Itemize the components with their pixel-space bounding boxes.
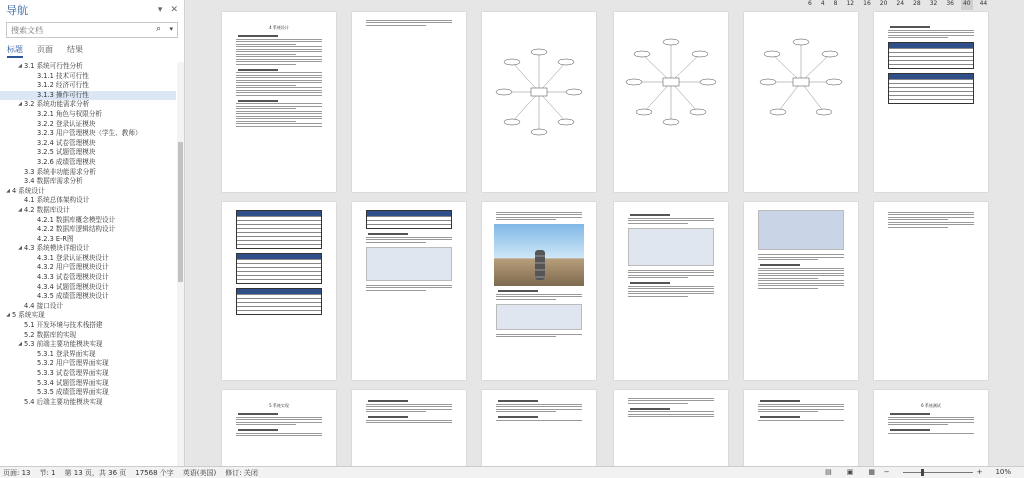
page-thumb[interactable] bbox=[874, 12, 988, 192]
nav-heading-item[interactable] bbox=[0, 148, 176, 158]
nav-heading-label: 4.3.4 试题管理模块设计 bbox=[37, 282, 109, 291]
nav-heading-label: 3.1.3 操作可行性 bbox=[37, 90, 89, 99]
nav-heading-item[interactable] bbox=[0, 398, 176, 408]
page-strip-number[interactable]: 4 bbox=[820, 0, 825, 7]
nav-heading-label: 4.3.5 成绩管理模块设计 bbox=[37, 292, 109, 301]
navigation-pane bbox=[0, 0, 185, 466]
chevron-down-icon[interactable]: ▾ bbox=[157, 5, 163, 15]
nav-heading-label: 4.3.2 用户管理模块设计 bbox=[37, 263, 109, 272]
nav-heading-item[interactable] bbox=[0, 168, 176, 178]
page-thumb[interactable] bbox=[222, 202, 336, 380]
nav-scroll-thumb[interactable] bbox=[178, 142, 183, 282]
collapse-triangle-icon[interactable]: ◢ bbox=[18, 206, 22, 213]
nav-heading-item[interactable] bbox=[0, 292, 176, 302]
page-thumb[interactable] bbox=[482, 202, 596, 380]
page-strip-number[interactable]: 28 bbox=[913, 0, 921, 7]
page-thumb[interactable] bbox=[482, 390, 596, 466]
nav-header bbox=[0, 0, 184, 20]
nav-heading-label: 5.3.2 用户管理界面实现 bbox=[37, 359, 109, 368]
close-icon[interactable]: ✕ bbox=[170, 5, 178, 15]
zoom-out-icon[interactable]: − bbox=[883, 468, 890, 476]
nav-tabs bbox=[0, 38, 184, 62]
zoom-slider[interactable] bbox=[903, 472, 973, 473]
nav-heading-label: 5.3.5 成绩管理界面实现 bbox=[37, 388, 109, 397]
page-thumb[interactable] bbox=[614, 202, 728, 380]
nav-heading-label: 3.2.2 登录认证模块 bbox=[37, 119, 96, 128]
page-thumb[interactable] bbox=[352, 390, 466, 466]
nav-heading-item[interactable] bbox=[0, 158, 176, 168]
search-icon[interactable]: ⌕ bbox=[155, 24, 161, 34]
nav-heading-item[interactable] bbox=[0, 379, 176, 389]
nav-heading-item[interactable] bbox=[0, 216, 176, 226]
zoom-level[interactable]: 10% bbox=[995, 468, 1011, 476]
nav-heading-item[interactable] bbox=[0, 129, 176, 139]
nav-heading-item[interactable] bbox=[0, 388, 176, 398]
page-thumb[interactable] bbox=[744, 202, 858, 380]
nav-heading-label: 4.2.1 数据库概念模型设计 bbox=[37, 215, 116, 224]
nav-heading-label: 4.3.1 登录认证模块设计 bbox=[37, 253, 109, 262]
nav-heading-label: 5.3.1 登录界面实现 bbox=[37, 349, 96, 358]
nav-title: 导航 bbox=[6, 4, 28, 17]
page-thumb[interactable] bbox=[614, 12, 728, 192]
nav-heading-label: 3.2.3 用户管理模块（学生、教师） bbox=[37, 129, 142, 138]
nav-heading-label: 5.2 数据库的实现 bbox=[24, 330, 77, 339]
nav-heading-label: 5.3.3 试卷管理界面实现 bbox=[37, 369, 109, 377]
nav-heading-label: 4.1 系统总体架构设计 bbox=[24, 196, 90, 205]
page-thumb[interactable] bbox=[352, 202, 466, 380]
nav-heading-item[interactable] bbox=[0, 235, 176, 245]
status-track-changes[interactable]: 修订: 关闭 bbox=[225, 468, 258, 477]
nav-heading-item[interactable] bbox=[0, 110, 176, 120]
nav-heading-label: 3.2.1 角色与权限分析 bbox=[37, 109, 103, 118]
collapse-triangle-icon[interactable]: ◢ bbox=[18, 245, 22, 252]
nav-heading-item[interactable] bbox=[0, 177, 176, 187]
nav-heading-item[interactable] bbox=[0, 100, 176, 110]
nav-heading-label: 3.1.1 技术可行性 bbox=[37, 71, 89, 80]
page-strip-number[interactable]: 6 bbox=[808, 0, 812, 7]
nav-heading-label: 3.1.2 经济可行性 bbox=[37, 81, 89, 90]
nav-heading-label: 4.2.3 E-R图 bbox=[37, 234, 74, 243]
collapse-triangle-icon[interactable]: ◢ bbox=[18, 341, 22, 348]
status-language[interactable]: 英语(美国) bbox=[182, 468, 217, 477]
login-background-image bbox=[494, 224, 584, 286]
nav-heading-label: 5 系统实现 bbox=[12, 311, 45, 320]
nav-heading-label: 3.4 数据库需求分析 bbox=[24, 177, 83, 186]
collapse-triangle-icon[interactable]: ◢ bbox=[18, 63, 22, 69]
tab-headings[interactable]: 标题 bbox=[7, 44, 23, 58]
nav-heading-label: 4.3.3 试卷管理模块设计 bbox=[37, 273, 109, 282]
nav-heading-item[interactable] bbox=[0, 263, 176, 273]
nav-heading-label: 3.3 系统非功能需求分析 bbox=[24, 167, 96, 176]
page-thumb[interactable] bbox=[874, 202, 988, 380]
status-word-count[interactable]: 17568 个字 bbox=[135, 468, 174, 477]
read-mode-icon[interactable]: ▤ bbox=[825, 468, 832, 476]
document-area[interactable] bbox=[186, 0, 1024, 466]
nav-heading-item[interactable] bbox=[0, 350, 176, 360]
page-strip bbox=[806, 0, 989, 10]
page-title: 5 系统实现 bbox=[269, 403, 289, 408]
tab-pages[interactable]: 页面 bbox=[37, 45, 53, 54]
nav-heading-item[interactable] bbox=[0, 72, 176, 82]
er-diagram bbox=[482, 12, 596, 192]
web-layout-icon[interactable]: ▦ bbox=[868, 468, 875, 476]
collapse-triangle-icon[interactable]: ◢ bbox=[6, 312, 10, 319]
nav-heading-item[interactable] bbox=[0, 81, 176, 91]
page-thumb[interactable] bbox=[614, 390, 728, 466]
nav-heading-label: 4.3 系统模块详细设计 bbox=[24, 244, 90, 253]
nav-heading-item[interactable] bbox=[0, 62, 176, 72]
nav-heading-item[interactable] bbox=[0, 196, 176, 206]
page-thumb[interactable] bbox=[874, 390, 988, 466]
page-strip-number[interactable]: 8 bbox=[833, 0, 838, 7]
chevron-down-icon[interactable]: ▾ bbox=[169, 25, 173, 33]
nav-heading-label: 3.1 系统可行性分析 bbox=[24, 62, 83, 70]
page-thumb[interactable] bbox=[744, 390, 858, 466]
nav-heading-item[interactable] bbox=[0, 187, 176, 197]
heading-tree bbox=[0, 62, 176, 466]
nav-heading-item[interactable] bbox=[0, 302, 176, 312]
status-page[interactable]: 页面: 13 bbox=[3, 468, 31, 477]
er-diagram bbox=[744, 12, 858, 192]
nav-heading-label: 4.4 接口设计 bbox=[24, 301, 63, 310]
nav-heading-item[interactable] bbox=[0, 91, 176, 101]
zoom-in-icon[interactable]: + bbox=[976, 468, 983, 476]
nav-search[interactable] bbox=[6, 22, 178, 38]
nav-heading-item[interactable] bbox=[0, 206, 176, 216]
print-layout-icon[interactable]: ▣ bbox=[846, 468, 854, 476]
status-section[interactable]: 节: 1 bbox=[39, 468, 56, 477]
nav-heading-item[interactable] bbox=[0, 311, 176, 321]
nav-heading-item[interactable] bbox=[0, 139, 176, 149]
nav-heading-item[interactable] bbox=[0, 369, 176, 379]
page-strip-number[interactable]: 32 bbox=[929, 0, 938, 7]
nav-heading-label: 3.2.5 试题管理模块 bbox=[37, 148, 96, 157]
nav-heading-label: 5.3.4 试题管理界面实现 bbox=[37, 378, 109, 387]
nav-heading-item[interactable] bbox=[0, 283, 176, 293]
page-thumb[interactable] bbox=[222, 390, 336, 466]
tab-results[interactable]: 结果 bbox=[67, 45, 83, 54]
nav-heading-label: 3.2.6 成绩管理模块 bbox=[37, 157, 96, 166]
page-thumb[interactable] bbox=[352, 12, 466, 192]
page-strip-number[interactable]: 16 bbox=[863, 0, 871, 7]
page-title: 4 系统设计 bbox=[269, 25, 289, 30]
er-diagram bbox=[614, 12, 728, 192]
nav-heading-item[interactable] bbox=[0, 244, 176, 254]
zoom-slider-knob[interactable] bbox=[921, 469, 924, 476]
zoom-control bbox=[884, 468, 1020, 476]
page-title: 6 系统测试 bbox=[921, 403, 941, 408]
view-buttons bbox=[825, 468, 884, 476]
page-strip-number[interactable]: 40 bbox=[961, 0, 973, 10]
nav-heading-item[interactable] bbox=[0, 340, 176, 350]
page-thumb[interactable] bbox=[222, 12, 336, 192]
nav-heading-label: 3.2 系统功能需求分析 bbox=[24, 100, 90, 109]
nav-heading-label: 4 系统设计 bbox=[12, 186, 45, 195]
nav-heading-label: 5.4 后端主要功能模块实现 bbox=[24, 397, 103, 406]
nav-scrollbar[interactable] bbox=[177, 62, 184, 466]
status-page-of[interactable]: 第 13 页，共 36 页 bbox=[64, 468, 127, 477]
page-strip-number[interactable]: 44 bbox=[979, 0, 988, 7]
page-thumb[interactable] bbox=[482, 12, 596, 192]
page-strip-number[interactable]: 20 bbox=[879, 0, 888, 7]
status-bar bbox=[0, 466, 1024, 478]
collapse-triangle-icon[interactable]: ◢ bbox=[18, 101, 22, 108]
nav-heading-item[interactable] bbox=[0, 331, 176, 341]
page-thumb[interactable] bbox=[744, 12, 858, 192]
nav-heading-item[interactable] bbox=[0, 359, 176, 369]
nav-heading-label: 3.2.4 试卷管理模块 bbox=[37, 138, 96, 147]
page-strip-number[interactable]: 36 bbox=[946, 0, 954, 7]
nav-heading-item[interactable] bbox=[0, 321, 176, 331]
search-input[interactable] bbox=[11, 26, 141, 35]
page-strip-number[interactable]: 24 bbox=[896, 0, 905, 7]
nav-heading-item[interactable] bbox=[0, 273, 176, 283]
collapse-triangle-icon[interactable]: ◢ bbox=[6, 187, 10, 194]
nav-heading-item[interactable] bbox=[0, 225, 176, 235]
nav-heading-label: 4.2 数据库设计 bbox=[24, 205, 70, 214]
nav-heading-item[interactable] bbox=[0, 120, 176, 130]
page-strip-number[interactable]: 12 bbox=[846, 0, 855, 7]
nav-heading-label: 4.2.2 数据库逻辑结构设计 bbox=[37, 225, 116, 234]
nav-heading-label: 5.1 开发环境与技术栈搭建 bbox=[24, 321, 103, 330]
nav-heading-label: 5.3 前端主要功能模块实现 bbox=[24, 340, 103, 349]
